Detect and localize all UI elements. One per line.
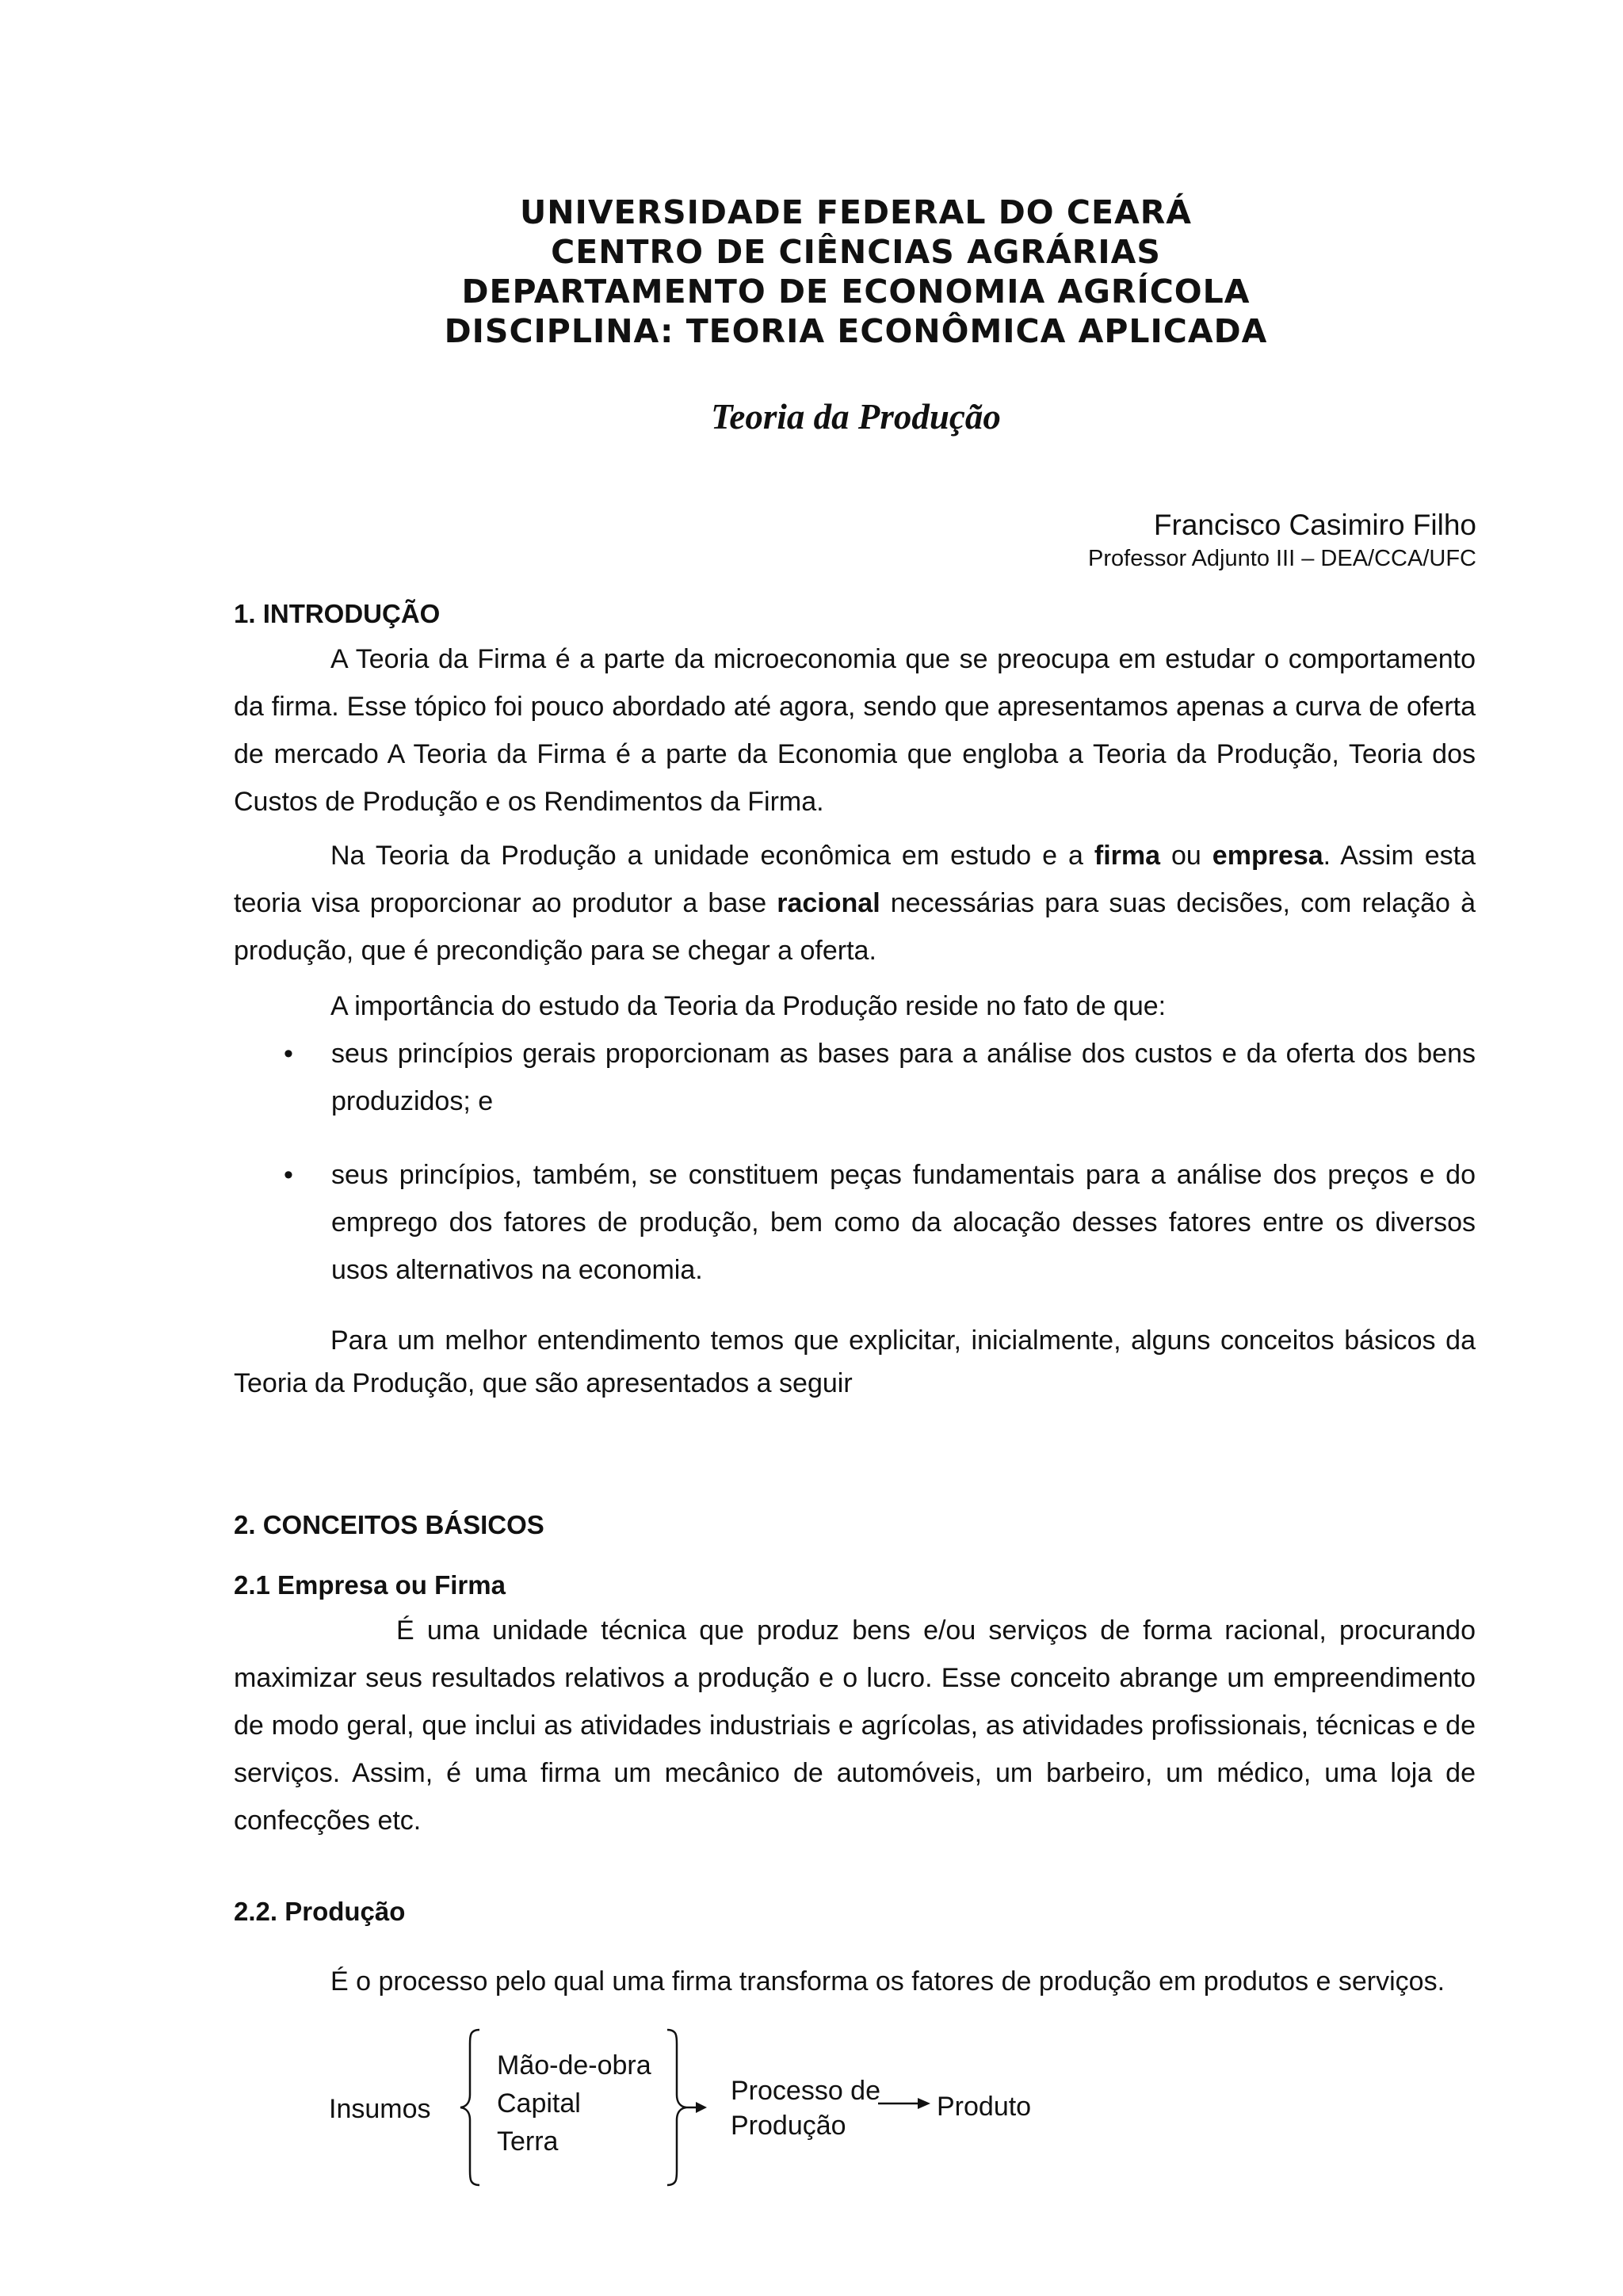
paragraph: É o processo pelo qual uma firma transforma os fatores de produção em produtos e serviços.: [330, 1966, 1445, 1997]
factor-item: Capital: [497, 2088, 581, 2119]
section-heading: 1. INTRODUÇÃO: [234, 599, 441, 628]
text-run: . Assim esta teoria visa proporcionar ao produtor a base: [234, 841, 1476, 918]
process-label-line1: Processo de: [731, 2076, 880, 2106]
subsection-heading: 2.1 Empresa ou Firma: [234, 1570, 506, 1600]
paragraph: Para um melhor entendimento temos que explicitar, inicialmente, alguns conceitos básicos da Teoria da Produção, que são apresentados a seguir: [234, 1325, 1476, 1398]
header-department: DEPARTAMENTO DE ECONOMIA AGRÍCOLA: [461, 273, 1251, 311]
right-brace-icon: [666, 2028, 721, 2187]
header-university: UNIVERSIDADE FEDERAL DO CEARÁ: [519, 193, 1193, 231]
text-run: Na Teoria da Produção a unidade econômica em estudo e a: [330, 841, 1094, 871]
section-heading: 2. CONCEITOS BÁSICOS: [234, 1510, 544, 1539]
bold-term-empresa: empresa: [1212, 841, 1323, 871]
factor-item: Mão-de-obra: [497, 2050, 651, 2081]
text-run: ou: [1160, 841, 1212, 871]
arrow-right-icon: [876, 2092, 934, 2115]
process-label-line2: Produção: [731, 2111, 846, 2141]
list-item: • seus princípios, também, se constituem peças fundamentais para a análise dos preços e do emprego dos fatores de produção, bem como da alocação desses fatores entre os diversos usos alternativos na economia.: [234, 1151, 1476, 1294]
document-header: [0, 193, 1623, 351]
paragraph: [234, 832, 1476, 974]
author-name: Francisco Casimiro Filho: [1153, 509, 1476, 541]
section-basic-concepts: [234, 1501, 1476, 2005]
production-diagram: [0, 2012, 1623, 2203]
bold-term-racional: racional: [777, 888, 880, 918]
factor-item: Terra: [497, 2126, 559, 2157]
text-run: necessárias para suas decisões, com relação à produção, que é precondição para se chegar a oferta.: [234, 888, 1476, 966]
author-block: [1088, 507, 1476, 574]
paragraph: A importância do estudo da Teoria da Produção reside no fato de que:: [330, 991, 1167, 1021]
list-item: • seus princípios gerais proporcionam as bases para a análise dos custos e da oferta dos bens produzidos; e: [234, 1030, 1476, 1125]
left-brace-icon: [456, 2028, 487, 2187]
subsection-heading: 2.2. Produção: [234, 1897, 406, 1926]
header-discipline: DISCIPLINA: TEORIA ECONÔMICA APLICADA: [444, 312, 1268, 350]
author-role: Professor Adjunto III – DEA/CCA/UFC: [1088, 546, 1476, 571]
insumos-label: Insumos: [329, 2094, 431, 2124]
paragraph: É uma unidade técnica que produz bens e/ou serviços de forma racional, procurando maximizar seus resultados relativos a produção e o lucro. Esse conceito abrange um empreendimento de modo geral, que inclui as atividades industriais e agrícolas, as atividades profissionais, técnicas e de serviços. Assim, é uma firma um mecânico de automóveis, um barbeiro, um médico, uma loja de confecções etc.: [234, 1615, 1476, 1836]
header-center: CENTRO DE CIÊNCIAS AGRÁRIAS: [551, 233, 1161, 271]
paragraph: A Teoria da Firma é a parte da microeconomia que se preocupa em estudar o comportamento da firma. Esse tópico foi pouco abordado até agora, sendo que apresentamos apenas a curva de oferta de mercado A Teoria da Firma é a parte da Economia que engloba a Teoria da Produção, Teoria dos Custos de Produção e os Rendimentos da Firma.: [234, 644, 1476, 817]
section-introduction: [234, 593, 1476, 1405]
document-title: Teoria da Produção: [711, 397, 1001, 437]
bullet-list: [234, 1030, 1476, 1294]
bold-term-firma: firma: [1094, 841, 1161, 871]
produto-label: Produto: [937, 2092, 1032, 2122]
